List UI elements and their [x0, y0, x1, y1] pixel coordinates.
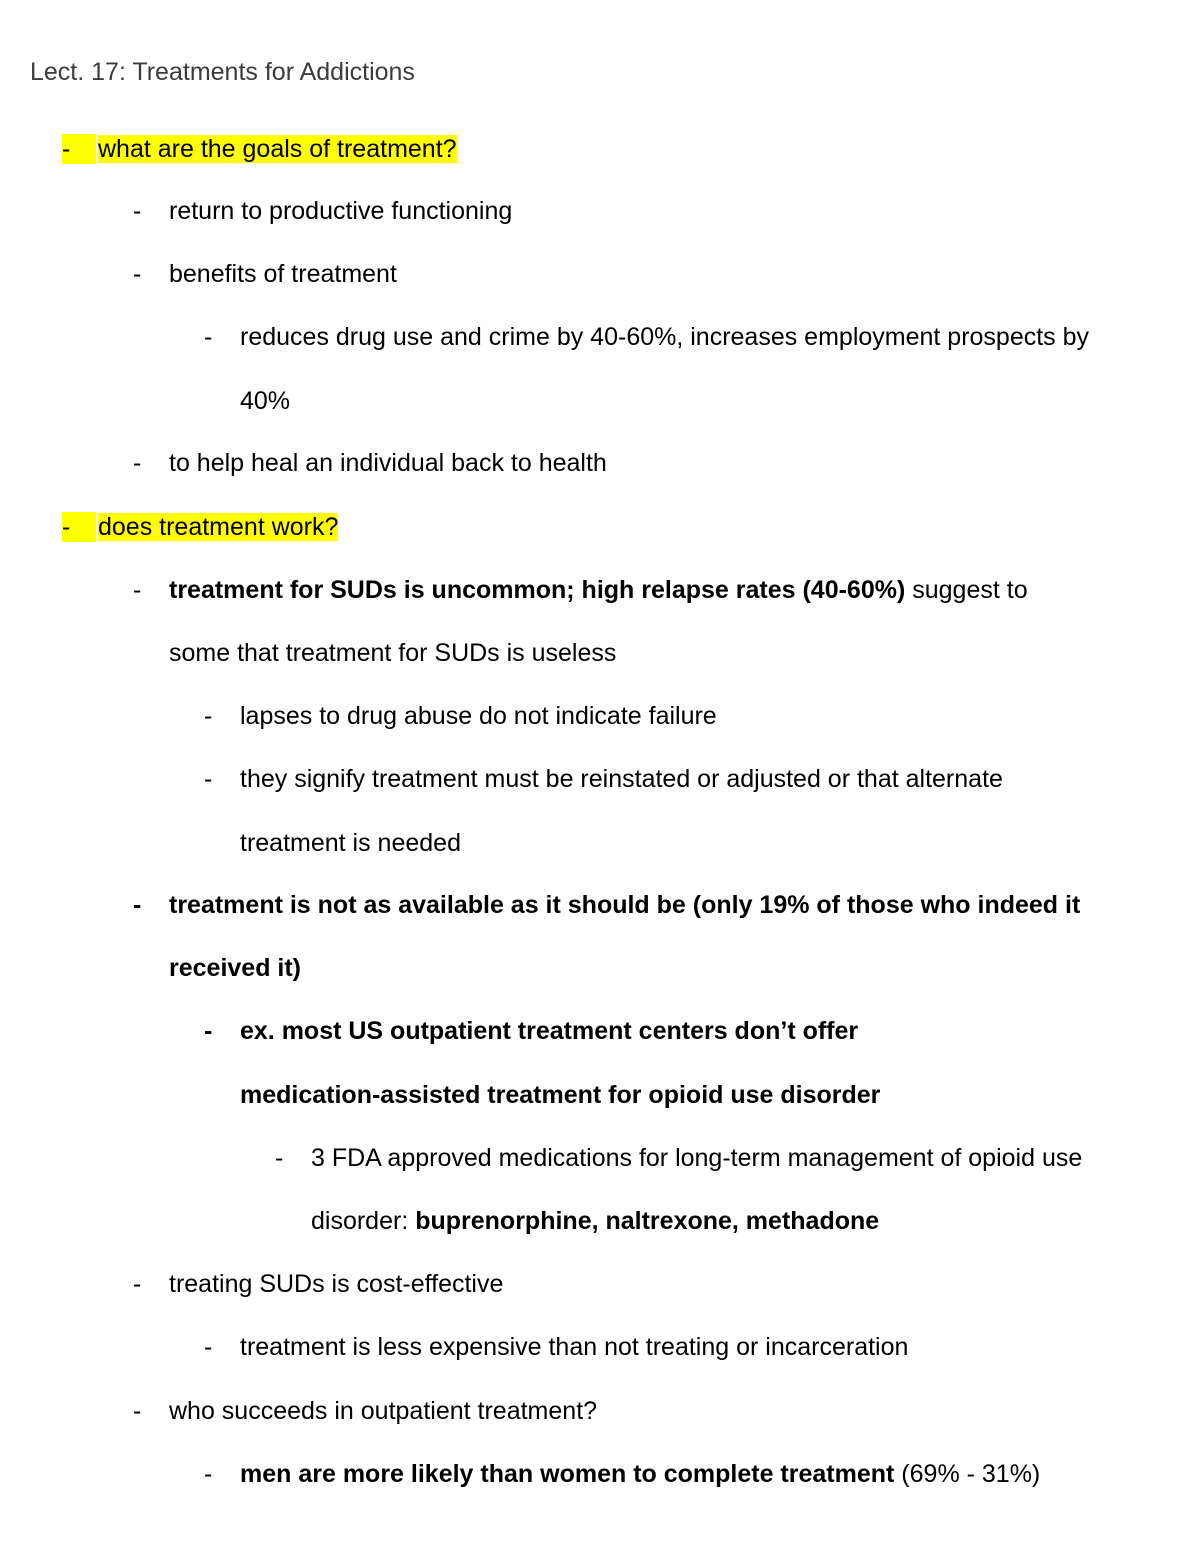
heading-work	[98, 512, 338, 542]
bullet-dash: -	[204, 1017, 213, 1045]
heading-work-text: does treatment work?	[98, 513, 339, 541]
bullet-dash: -	[204, 702, 213, 730]
list-item-reduces: reduces drug use and crime by 40-60%, increases employment prospects by	[240, 323, 1090, 351]
bullet-dash-highlighted: -	[62, 512, 96, 542]
bullet-dash: -	[204, 1460, 213, 1488]
bullet-dash: -	[133, 260, 142, 288]
list-item-benefits: benefits of treatment	[169, 260, 397, 288]
list-item-example-cont: medication-assisted treatment for opioid use disorder	[240, 1081, 881, 1109]
men-plain-text: (69% - 31%)	[894, 1460, 1041, 1488]
men-bold-text: men are more likely than women to complete treatment	[240, 1460, 895, 1488]
list-item-available-cont: received it)	[169, 954, 302, 982]
fda-medications-text: buprenorphine, naltrexone, methadone	[415, 1207, 880, 1235]
bullet-dash: -	[133, 891, 142, 919]
bullet-dash: -	[275, 1144, 284, 1172]
list-item-reduces-cont: 40%	[240, 387, 291, 415]
page-title: Lect. 17: Treatments for Addictions	[30, 58, 415, 86]
bullet-dash: -	[133, 449, 142, 477]
bullet-dash: -	[133, 197, 142, 225]
list-item-return: return to productive functioning	[169, 197, 513, 225]
bullet-dash: -	[204, 1333, 213, 1361]
list-item-who: who succeeds in outpatient treatment?	[169, 1397, 598, 1425]
list-item-example: ex. most US outpatient treatment centers don’t offer	[240, 1017, 859, 1045]
bullet-dash: -	[133, 576, 142, 604]
heading-goals-text: what are the goals of treatment?	[98, 135, 457, 163]
list-item-signify: they signify treatment must be reinstated or adjusted or that alternate	[240, 765, 1003, 793]
list-item-signify-cont: treatment is needed	[240, 829, 461, 857]
list-item-lapses: lapses to drug abuse do not indicate failure	[240, 702, 717, 730]
bullet-dash: -	[133, 1397, 142, 1425]
list-item-less-expensive: treatment is less expensive than not treating or incarceration	[240, 1333, 909, 1361]
bullet-dash-highlighted: -	[62, 134, 96, 164]
list-item-available: treatment is not as available as it should be (only 19% of those who indeed it	[169, 891, 1081, 919]
list-item-fda: 3 FDA approved medications for long-term management of opioid use	[311, 1144, 1083, 1172]
list-item-fda-cont	[311, 1206, 879, 1236]
list-item-uncommon-cont: some that treatment for SUDs is useless	[169, 639, 617, 667]
uncommon-plain-text: suggest to	[905, 576, 1028, 604]
uncommon-bold-text: treatment for SUDs is uncommon; high relapse rates (40-60%)	[169, 576, 906, 604]
fda-plain-text: disorder:	[311, 1207, 416, 1235]
list-item-cost: treating SUDs is cost-effective	[169, 1270, 504, 1298]
bullet-dash: -	[204, 323, 213, 351]
list-item-uncommon	[169, 575, 1028, 605]
heading-goals	[98, 134, 457, 164]
list-item-heal: to help heal an individual back to health	[169, 449, 607, 477]
bullet-dash: -	[133, 1270, 142, 1298]
bullet-dash: -	[204, 765, 213, 793]
list-item-men	[240, 1459, 1040, 1489]
